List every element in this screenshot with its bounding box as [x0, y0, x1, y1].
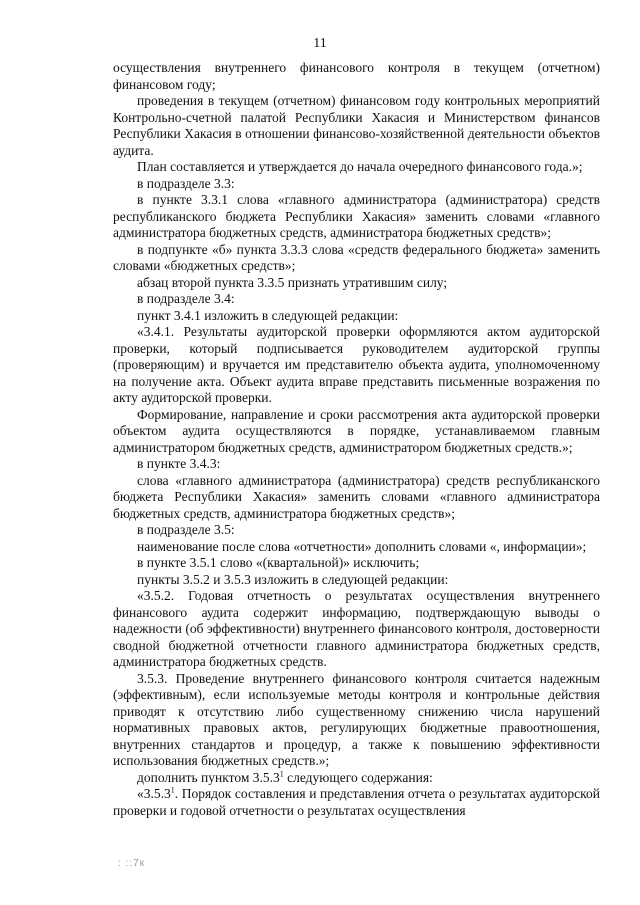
- paragraph: [113, 308, 600, 325]
- paragraph: [113, 192, 600, 242]
- paragraph: [113, 671, 600, 770]
- paragraph: [113, 60, 600, 93]
- paragraph-text: в подразделе 3.4:: [137, 291, 235, 306]
- paragraph-text: наименование после слова «отчетности» дополнить словами «, информации»;: [137, 538, 587, 554]
- paragraph: [113, 407, 600, 457]
- paragraph-text: в пункте 3.4.3:: [137, 456, 221, 471]
- paragraph: [113, 572, 600, 589]
- paragraph-text: пункты 3.5.2 и 3.5.3 изложить в следующей редакции:: [137, 571, 449, 587]
- paragraph: [113, 291, 600, 308]
- paragraph-text: в подразделе 3.3:: [137, 175, 235, 191]
- paragraph-text: абзац второй пункта 3.3.5 признать утратившим силу;: [137, 274, 448, 290]
- paragraph-text: в пункте 3.3.1 слова «главного администратора (администратора) средств республиканского бюджета Республики Хакасия» заменить словами «главного администратора бюджетных средств, администратора бюджетных средств»;: [113, 192, 600, 240]
- superscript: 1: [170, 785, 175, 795]
- paragraph-tail: следующего содержания:: [283, 769, 433, 785]
- paragraph: [113, 275, 600, 292]
- paragraph: [113, 555, 600, 572]
- paragraph-text: слова «главного администратора (администратора) средств республиканского бюджета Республики Хакасия» заменить словами «главного администратора бюджетных средств, администратора бюджетных средств»;: [113, 472, 600, 521]
- paragraph-text: «3.4.1. Результаты аудиторской проверки оформляются актом аудиторской проверки, который подписывается руководителем аудиторской группы (проверяющим) и вручается им представителю объекта аудита, уполномоченному на получение акта. Объект аудита вправе представить письменные возражения по акту аудиторской проверки.: [113, 324, 600, 405]
- paragraph-text: План составляется и утверждается до начала очередного финансового года.»;: [137, 159, 583, 174]
- paragraph: [113, 324, 600, 407]
- paragraph: [113, 786, 600, 819]
- paragraph-text: в подразделе 3.5:: [137, 522, 235, 537]
- paragraph: [113, 522, 600, 539]
- paragraph: [113, 93, 600, 159]
- paragraph: [113, 176, 600, 193]
- paragraph-text: «3.5.2. Годовая отчетность о результатах осуществления внутреннего финансового аудита содержит информацию, подтверждающую выводы о надежности (об эффективности) внутреннего финансового контроля, достоверности сводной бюджетной отчетности главного администратора бюджетных средств, администратора бюджетных средств.: [113, 588, 600, 669]
- paragraph: [113, 588, 600, 671]
- paragraph: [113, 770, 600, 787]
- paragraph-text: пункт 3.4.1 изложить в следующей редакции:: [137, 307, 399, 323]
- paragraph: [113, 539, 600, 556]
- paragraph-text: в подпункте «б» пункта 3.3.3 слова «средств федерального бюджета» заменить словами «бюджетных средств»;: [113, 241, 600, 273]
- paragraph-tail: . Порядок составления и представления отчета о результатах аудиторской проверки и годовой отчетности о результатах осуществления: [113, 786, 600, 818]
- footer-mark: : ::7к: [118, 858, 146, 869]
- superscript: 1: [279, 769, 284, 778]
- paragraph-text: дополнить пунктом 3.5.3: [137, 769, 280, 785]
- paragraph-text: «3.5.3: [137, 786, 171, 801]
- paragraph-text: осуществления внутреннего финансового контроля в текущем (отчетном) финансовом году;: [113, 60, 600, 92]
- paragraph: [113, 473, 600, 523]
- paragraph-text: Формирование, направление и сроки рассмотрения акта аудиторской проверки объектом аудита осуществляются в порядке, устанавливаемом главным администратором бюджетных средств, администратором бюджетных средств.»;: [113, 406, 600, 455]
- paragraph-text: проведения в текущем (отчетном) финансовом году контрольных мероприятий Контрольно-счетной палатой Республики Хакасия и Министерством финансов Республики Хакасия в отношении финансово-хозяйственной деятельности объектов аудита.: [113, 93, 600, 158]
- document-body: [113, 60, 600, 819]
- paragraph: [113, 159, 600, 176]
- paragraph-text: 3.5.3. Проведение внутреннего финансового контроля считается надежным (эффективным), если используемые методы контроля и контрольные действия приводят к отсутствию либо существенному снижению числа нарушений нормативных правовых актов, регулирующих бюджетные правоотношения, внутренних стандартов и процедур, а также к повышению эффективности использования бюджетных средств.»;: [113, 670, 600, 768]
- page-number: 11: [313, 36, 327, 51]
- paragraph: [113, 456, 600, 473]
- paragraph: [113, 242, 600, 275]
- paragraph-text: в пункте 3.5.1 слово «(квартальной)» исключить;: [137, 555, 420, 570]
